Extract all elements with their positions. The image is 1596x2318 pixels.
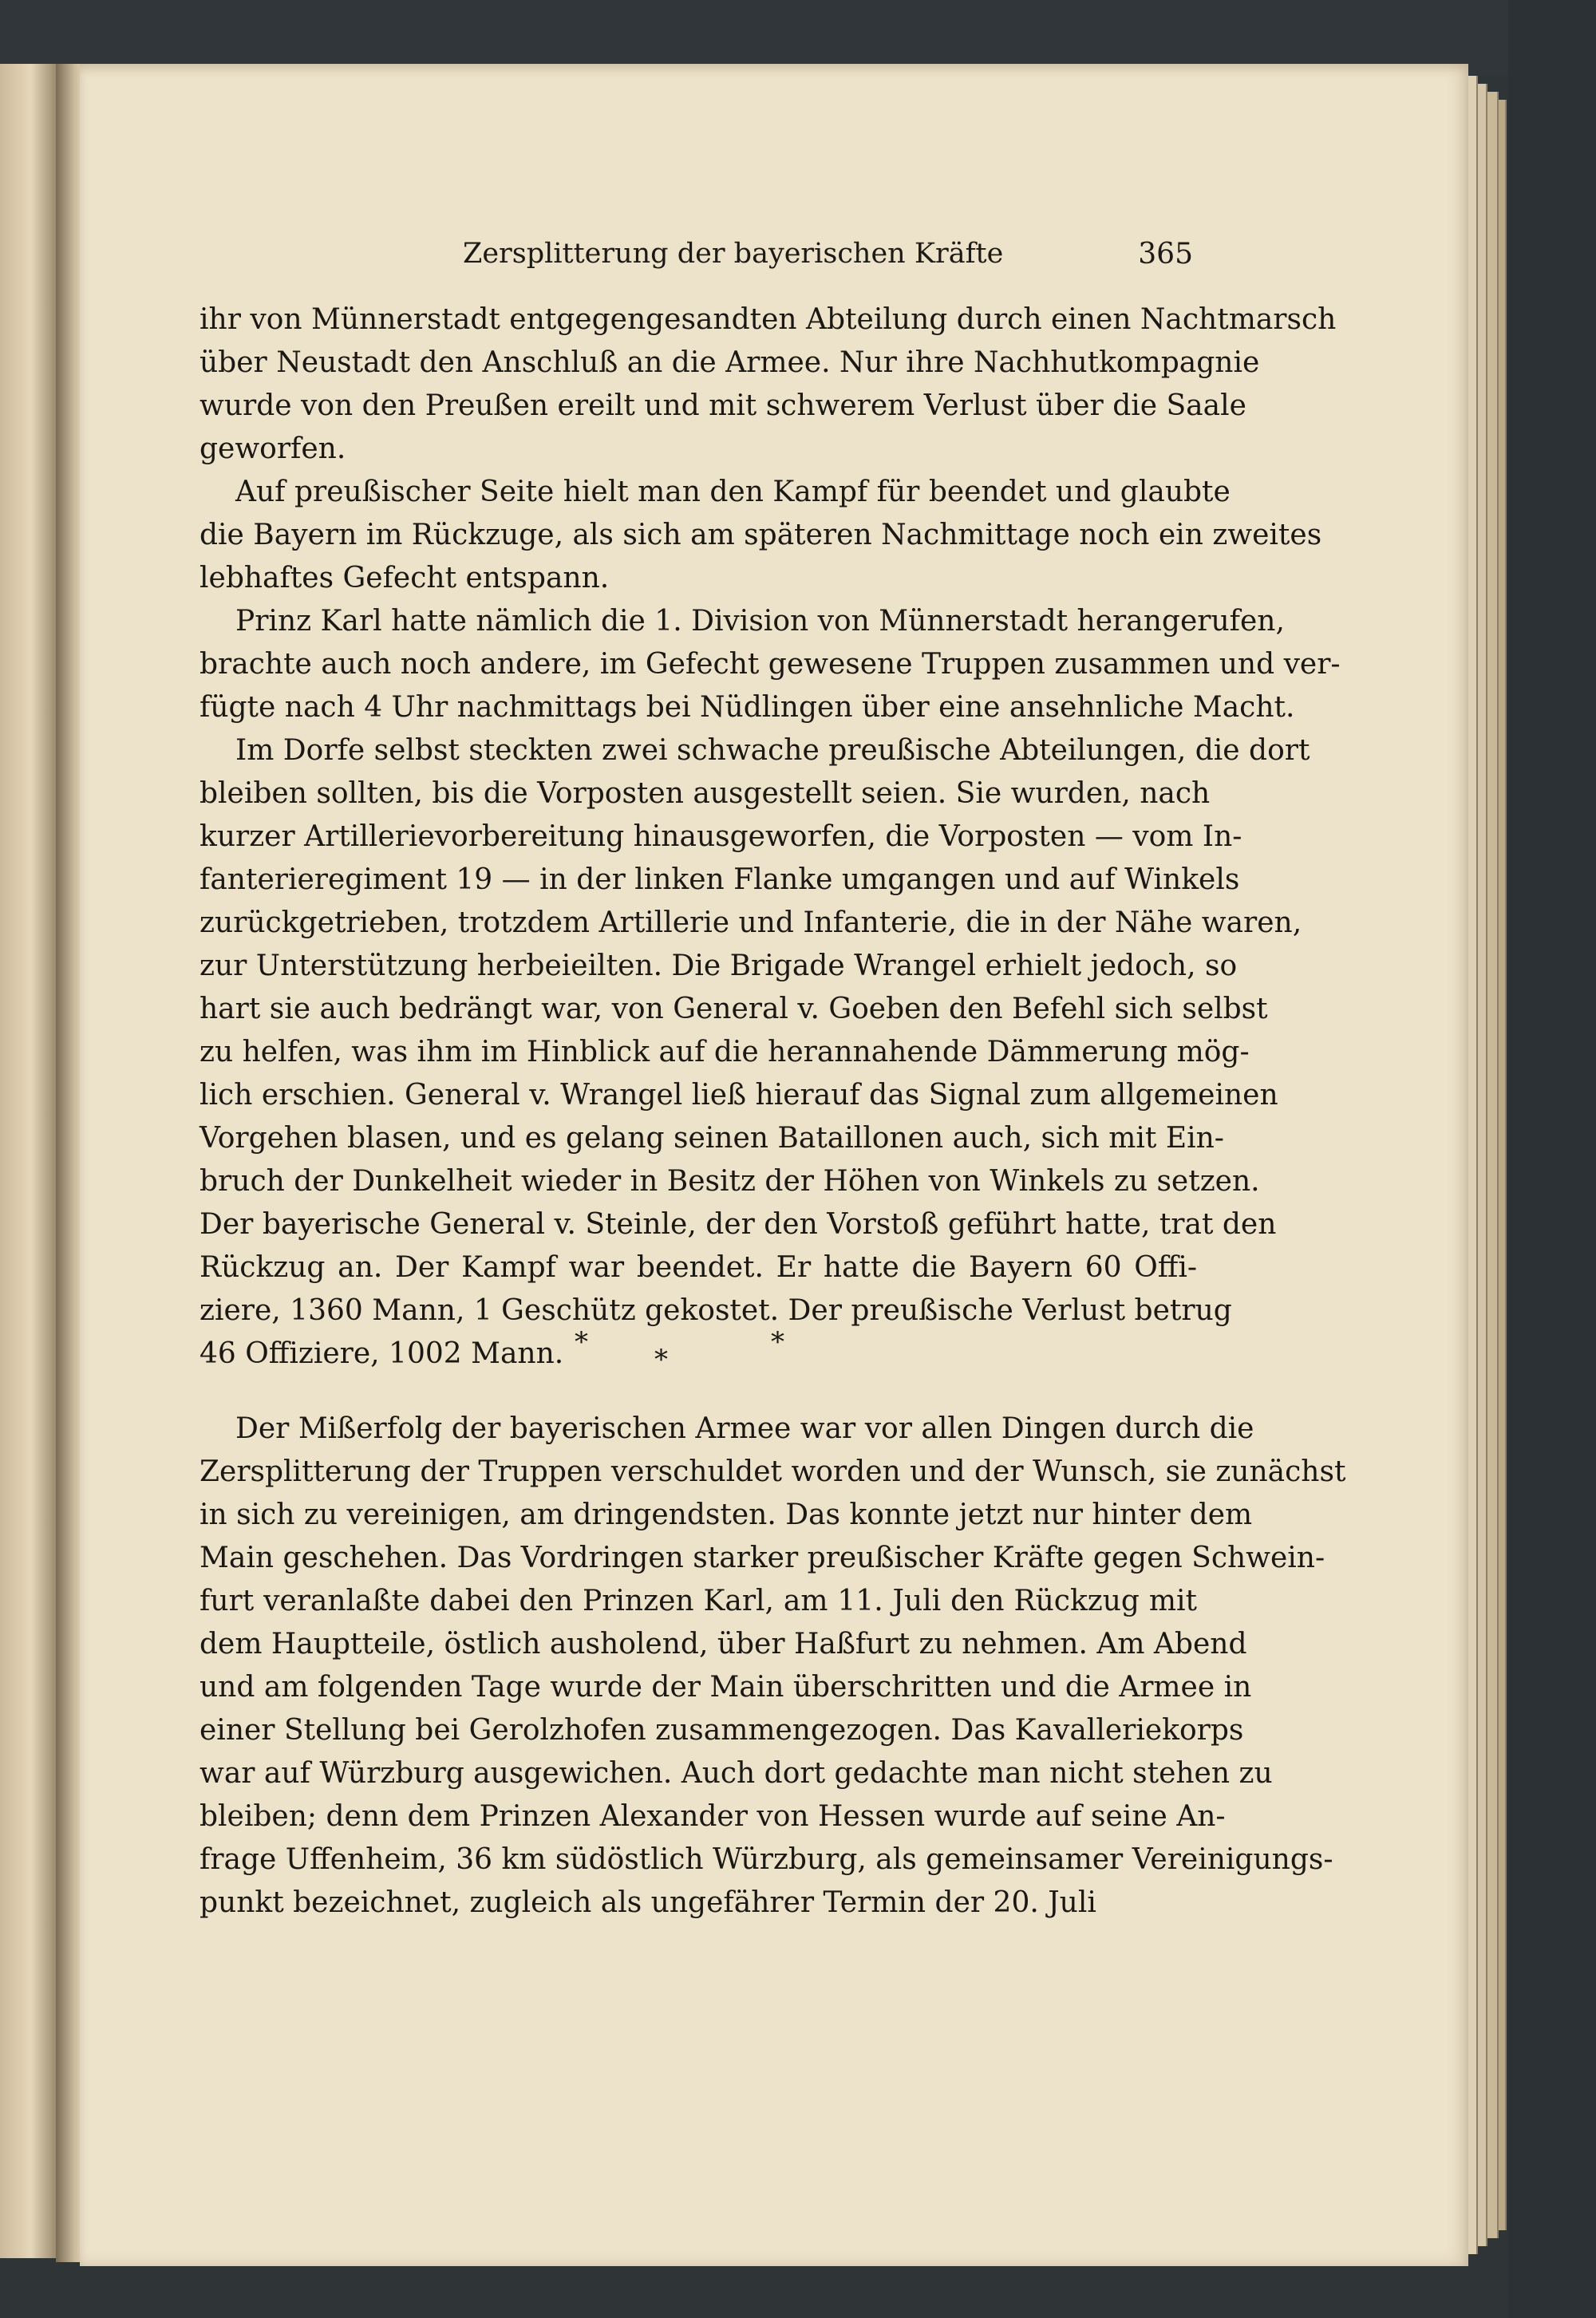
running-title: Zersplitterung der bayerischen Kräfte: [463, 238, 1004, 270]
text-line: ziere, 1360 Mann, 1 Geschütz gekostet. Der preußische Verlust betrug: [200, 1294, 1232, 1327]
text-line: furt veranlaßte dabei den Prinzen Karl, am 11. Juli den Rückzug mit: [200, 1585, 1197, 1617]
text-line: Prinz Karl hatte nämlich die 1. Division von Münnerstadt herangerufen,: [235, 605, 1285, 638]
text-line: zurückgetrieben, trotzdem Artillerie und Infanterie, die in der Nähe waren,: [200, 906, 1302, 939]
separator-asterisk: *: [771, 1326, 784, 1358]
text-line: frage Uffenheim, 36 km südöstlich Würzburg, als gemeinsamer Vereinigungs-: [200, 1843, 1333, 1876]
separator-asterisk: *: [654, 1344, 668, 1376]
text-line: 46 Offiziere, 1002 Mann.: [200, 1337, 564, 1370]
text-line: und am folgenden Tage wurde der Main überschritten und die Armee in: [200, 1671, 1252, 1704]
text-line: geworfen.: [200, 432, 346, 465]
scanner-background-right: [1508, 0, 1596, 2318]
section-separator: [200, 1326, 1197, 1374]
page-header: [200, 238, 1193, 278]
text-line: einer Stellung bei Gerolzhofen zusammengezogen. Das Kavalleriekorps: [200, 1714, 1244, 1747]
previous-page-edge: [0, 64, 58, 2258]
page-edge-stack: [1478, 84, 1487, 2246]
text-line: Main geschehen. Das Vordringen starker preußischer Kräfte gegen Schwein-: [200, 1542, 1325, 1574]
text-line: bruch der Dunkelheit wieder in Besitz der Höhen von Winkels zu setzen.: [200, 1165, 1260, 1198]
text-line: über Neustadt den Anschluß an die Armee. Nur ihre Nachhutkompagnie: [200, 346, 1260, 379]
text-line: war auf Würzburg ausgewichen. Auch dort gedachte man nicht stehen zu: [200, 1757, 1273, 1790]
page-edge-stack: [1468, 76, 1478, 2254]
text-line: zu helfen, was ihm im Hinblick auf die herannahende Dämmerung mög-: [200, 1036, 1250, 1068]
text-line: die Bayern im Rückzuge, als sich am späteren Nachmittage noch ein zweites: [200, 519, 1322, 551]
text-line: Der Mißerfolg der bayerischen Armee war vor allen Dingen durch die: [235, 1412, 1254, 1445]
page-edge-stack: [1499, 100, 1507, 2230]
text-line: wurde von den Preußen ereilt und mit schwerem Verlust über die Saale: [200, 389, 1246, 422]
text-line: Zersplitterung der Truppen verschuldet worden und der Wunsch, sie zunächst: [200, 1455, 1346, 1488]
text-line: lich erschien. General v. Wrangel ließ hierauf das Signal zum allgemeinen: [200, 1079, 1278, 1112]
page-number: 365: [1138, 238, 1193, 270]
text-line: in sich zu vereinigen, am dringendsten. Das konnte jetzt nur hinter dem: [200, 1499, 1253, 1531]
text-line: brachte auch noch andere, im Gefecht gewesene Truppen zusammen und ver-: [200, 648, 1341, 681]
text-line: Der bayerische General v. Steinle, der den Vorstoß geführt hatte, trat den: [200, 1208, 1277, 1241]
text-line: Vorgehen blasen, und es gelang seinen Bataillonen auch, sich mit Ein-: [200, 1122, 1224, 1155]
text-line: hart sie auch bedrängt war, von General v. Goeben den Befehl sich selbst: [200, 993, 1268, 1025]
text-line: fügte nach 4 Uhr nachmittags bei Nüdlingen über eine ansehnliche Macht.: [200, 691, 1295, 724]
page-edge-stack: [1487, 92, 1499, 2238]
text-line: Auf preußischer Seite hielt man den Kampf für beendet und glaubte: [235, 476, 1231, 508]
text-line: Rückzug an. Der Kampf war beendet. Er hatte die Bayern 60 Offi-: [200, 1251, 1197, 1284]
text-line: zur Unterstützung herbeieilten. Die Brigade Wrangel erhielt jedoch, so: [200, 950, 1238, 982]
text-line: lebhaftes Gefecht entspann.: [200, 562, 610, 594]
text-line: Im Dorfe selbst steckten zwei schwache preußische Abteilungen, die dort: [235, 734, 1310, 767]
text-line: dem Hauptteile, östlich ausholend, über Haßfurt zu nehmen. Am Abend: [200, 1628, 1247, 1661]
text-line: punkt bezeichnet, zugleich als ungefährer Termin der 20. Juli: [200, 1886, 1096, 1919]
text-line: bleiben; denn dem Prinzen Alexander von Hessen wurde auf seine An-: [200, 1800, 1226, 1833]
text-line: kurzer Artillerievorbereitung hinausgeworfen, die Vorposten — vom In-: [200, 820, 1242, 853]
text-line: ihr von Münnerstadt entgegengesandten Abteilung durch einen Nachtmarsch: [200, 303, 1337, 336]
text-line: bleiben sollten, bis die Vorposten ausgestellt seien. Sie wurden, nach: [200, 777, 1211, 810]
text-line: fanterieregiment 19 — in der linken Flanke umgangen und auf Winkels: [200, 863, 1240, 896]
separator-asterisk: *: [575, 1326, 588, 1358]
